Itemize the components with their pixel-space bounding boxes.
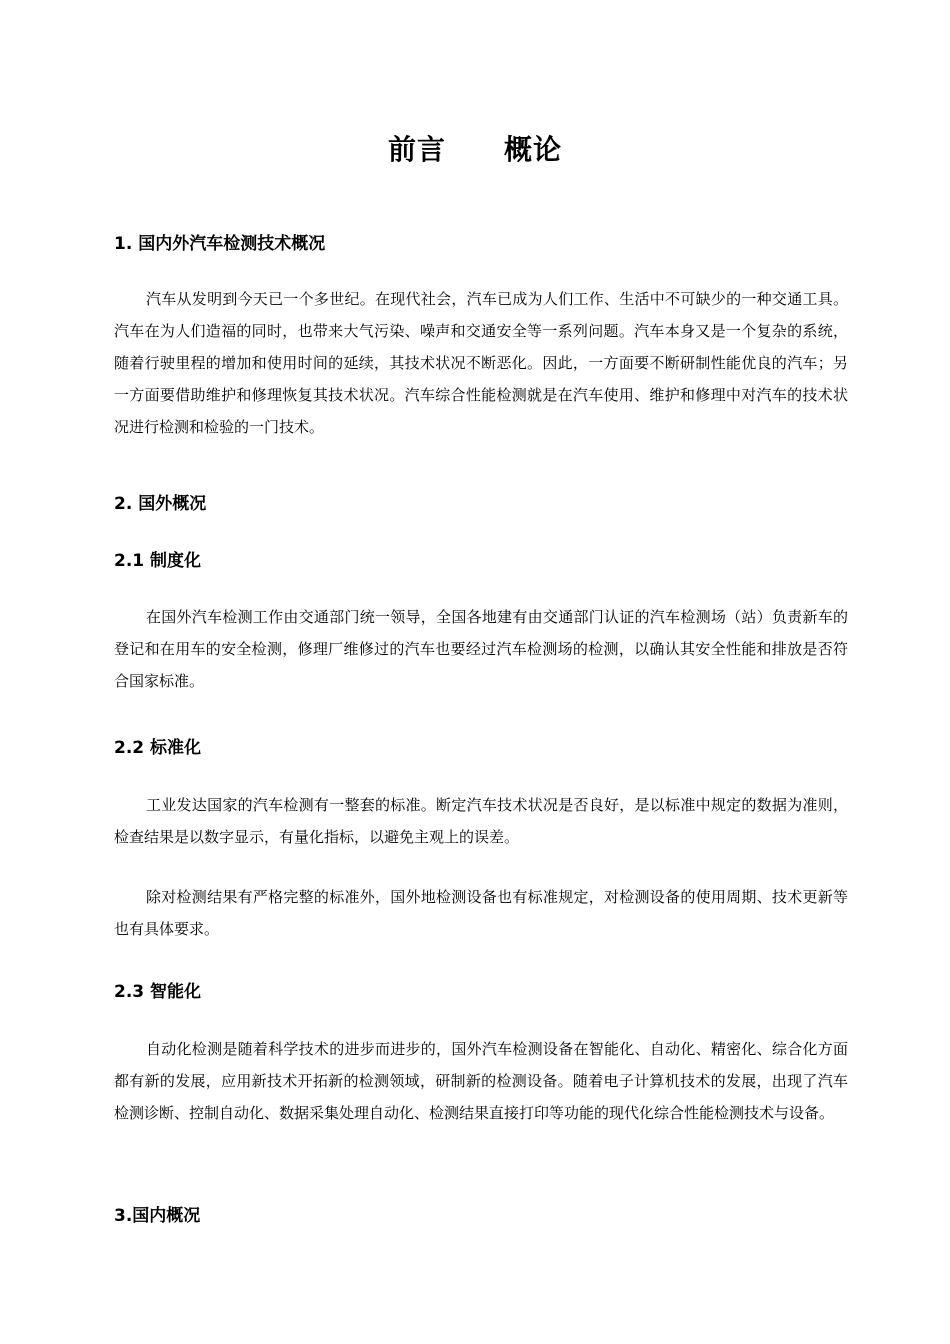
section-2-3-paragraph: 自动化检测是随着科学技术的进步而进步的，国外汽车检测设备在智能化、自动化、精密化、综合化方面都有新的发展，应用新技术开拓新的检测领域，研制新的检测设备。随着电子计算机技术的发展，出现了汽车检测诊断、控制自动化、数据采集处理自动化、检测结果直接打印等功能的现代化综合性能检测技术与设备。 [114,1040,848,1122]
section-2-heading: 2. 国外概况 [114,494,207,514]
section-2-1-heading: 2.1 制度化 [114,551,202,571]
section-2-2-paragraph-2: 除对检测结果有严格完整的标准外，国外地检测设备也有标准规定，对检测设备的使用周期、技术更新等也有具体要求。 [114,888,848,938]
section-2-3-heading: 2.3 智能化 [114,982,202,1002]
title-part-overview: 概论 [504,133,563,166]
section-2-1-paragraph: 在国外汽车检测工作由交通部门统一领导，全国各地建有由交通部门认证的汽车检测场（站）负责新车的登记和在用车的安全检测，修理厂维修过的汽车也要经过汽车检测场的检测，以确认其安全性能和排放是否符合国家标准。 [114,608,848,690]
section-3-heading: 3.国内概况 [114,1206,201,1226]
section-2-2-heading: 2.2 标准化 [114,738,202,758]
section-2-2-paragraph-1: 工业发达国家的汽车检测有一整套的标准。断定汽车技术状况是否良好，是以标准中规定的数据为准则，检查结果是以数字显示，有量化指标，以避免主观上的误差。 [114,796,848,846]
section-1-paragraph: 汽车从发明到今天已一个多世纪。在现代社会，汽车已成为人们工作、生活中不可缺少的一种交通工具。汽车在为人们造福的同时，也带来大气污染、噪声和交通安全等一系列问题。汽车本身又是一个复杂的系统，随着行驶里程的增加和使用时间的延续，其技术状况不断恶化。因此，一方面要不断研制性能优良的汽车；另一方面要借助维护和修理恢复其技术状况。汽车综合性能检测就是在汽车使用、维护和修理中对汽车的技术状况进行检测和检验的一门技术。 [114,290,848,436]
page-title [0,130,950,170]
section-1-heading: 1. 国内外汽车检测技术概况 [114,234,326,254]
title-part-preface: 前言 [387,133,446,166]
